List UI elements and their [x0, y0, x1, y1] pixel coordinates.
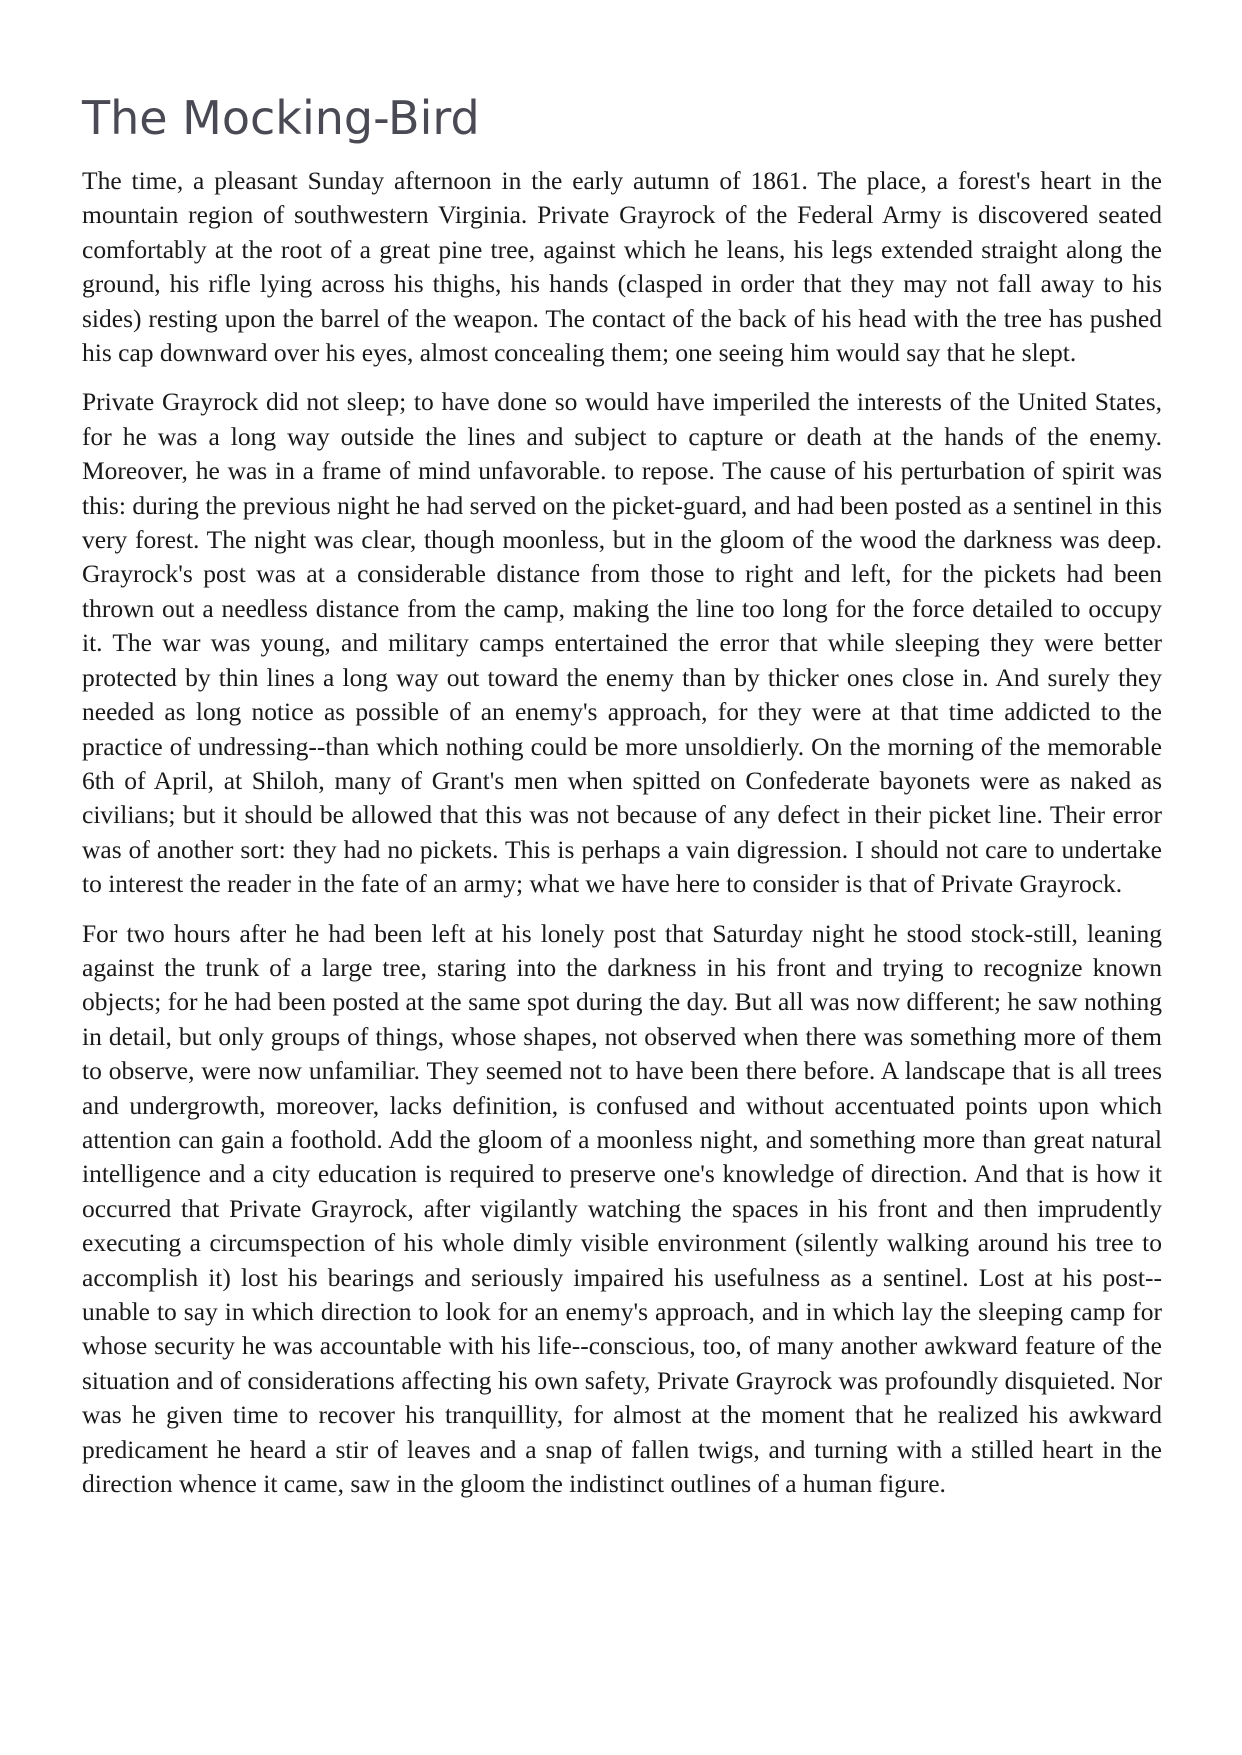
document-page — [82, 90, 1162, 1516]
page-title: The Mocking-Bird — [82, 91, 480, 145]
paragraph-3: For two hours after he had been left at his lonely post that Saturday night he stood stock-still, leaning against the trunk of a large tree, staring into the darkness in his front and trying to recognize known objects; for he had been posted at the same spot during the day. But all was now different; he saw nothing in detail, but only groups of things, whose shapes, not observed when there was something more of them to observe, were now unfamiliar. They seemed not to have been there before. A landscape that is all trees and undergrowth, moreover, lacks definition, is confused and without accentuated points upon which attention can gain a foothold. Add the gloom of a moonless night, and something more than great natural intelligence and a city education is required to preserve one's knowledge of direction. And that is how it occurred that Private Grayrock, after vigilantly watching the spaces in his front and then imprudently executing a circumspection of his whole dimly visible environment (silently walking around his tree to accomplish it) lost his bearings and seriously impaired his usefulness as a sentinel. Lost at his post--unable to say in which direction to look for an enemy's approach, and in which lay the sleeping camp for whose security he was accountable with his life--conscious, too, of many another awkward feature of the situation and of considerations affecting his own safety, Private Grayrock was profoundly disquieted. Nor was he given time to recover his tranquillity, for almost at the moment that he realized his awkward predicament he heard a stir of leaves and a snap of fallen twigs, and turning with a stilled heart in the direction whence it came, saw in the gloom the indistinct outlines of a human figure. — [82, 918, 1162, 1499]
paragraph-2: Private Grayrock did not sleep; to have done so would have imperiled the interests of the United States, for he was a long way outside the lines and subject to capture or death at the hands of the enemy. Moreover, he was in a frame of mind unfavorable. to repose. The cause of his perturbation of spirit was this: during the previous night he had served on the picket-guard, and had been posted as a sentinel in this very forest. The night was clear, though moonless, but in the gloom of the wood the darkness was deep. Grayrock's post was at a considerable distance from those to right and left, for the pickets had been thrown out a needless distance from the camp, making the line too long for the force detailed to occupy it. The war was young, and military camps entertained the error that while sleeping they were better protected by thin lines a long way out toward the enemy than by thicker ones close in. And surely they needed as long notice as possible of an enemy's approach, for they were at that time addicted to the practice of undressing--than which nothing could be more unsoldierly. On the morning of the memorable 6th of April, at Shiloh, many of Grant's men when spitted on Confederate bayonets were as naked as civilians; but it should be allowed that this was not because of any defect in their picket line. Their error was of another sort: they had no pickets. This is perhaps a vain digression. I should not care to undertake to interest the reader in the fate of an army; what we have here to consider is that of Private Grayrock. — [82, 387, 1162, 899]
paragraph-1: The time, a pleasant Sunday afternoon in the early autumn of 1861. The place, a forest's heart in the mountain region of southwestern Virginia. Private Grayrock of the Federal Army is discovered seated comfortably at the root of a great pine tree, against which he leans, his legs extended straight along the ground, his rifle lying across his thighs, his hands (clasped in order that they may not fall away to his sides) resting upon the barrel of the weapon. The contact of the back of his head with the tree has pushed his cap downward over his eyes, almost concealing them; one seeing him would say that he slept. — [82, 166, 1162, 368]
